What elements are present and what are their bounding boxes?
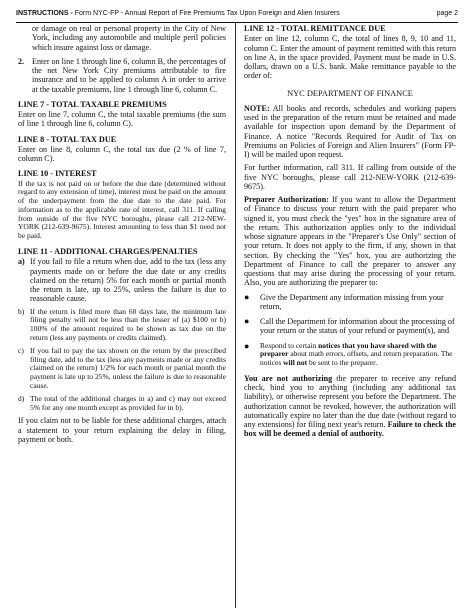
intro-paragraph: or damage on real or personal property in the City of New York, including any automobile and multiple peril policies which insure against loss or damage. [32, 24, 226, 52]
line8-heading: LINE 8 - TOTAL TAX DUE [18, 134, 117, 144]
line8-text: Enter on line 8, column C, the total tax due (2 % of line 7, column C). [18, 144, 226, 163]
right-column [244, 24, 456, 443]
penalty-a [18, 257, 226, 303]
page-header [16, 6, 458, 23]
bullet-3-bold: notices that you have shared with the preparer [260, 340, 437, 359]
bullet-2-text: Call the Department for information about the processing of your return or the status of your refund or payment(s), and [260, 317, 455, 336]
penalty-c [18, 347, 226, 391]
line12-text: Enter on line 12, column C, the total of lines 8, 9, 10 and 11, column C. Enter the amount of payment remitted with this return on line A, in the space provided. Payment must be made in U.S. dollars, drawn on a U.S. bank. Make remittance payable to the order of: [244, 34, 456, 81]
line10-heading: LINE 10 - INTEREST [18, 169, 97, 179]
penalty-c-letter: c) [18, 345, 24, 355]
bullet-3-post: be sent to the preparer. [307, 358, 378, 368]
penalty-c-text: If you fail to pay the tax shown on the return by the prescribed filing date, add to the tax (less any payments made or any credits claimed on the return) 1/2% for each month or partial month the payment is late up to 25%, unless the failure is due to reasonable cause. [30, 345, 226, 390]
final-text: the preparer to receive any refund check, bind you to anything (including any additional tax liability), or otherwise represent you before the Department. The authorization cannot be revoked, however, the authorization will automatically expire no later than the due date (without regard to any extensions) for filing next year's return. [244, 373, 457, 430]
note-label: NOTE: [244, 103, 270, 113]
bullet-3-not: will not [283, 358, 308, 368]
bullet-1-text: Give the Department any information missing from your return, [260, 292, 444, 311]
penalty-b-letter: b) [18, 306, 25, 316]
column-divider [235, 22, 236, 608]
final-paragraph [244, 374, 456, 439]
penalty-b [18, 308, 226, 343]
info-paragraph: For further information, call 311. If calling from outside of the five NYC boroughs, please call 212-NEW-YORK (212-639-9675). [244, 163, 456, 191]
note-text: All books and records, schedules and working papers used in the preparation of the return must be retained and made available for inspection upon demand by the Department of Finance. A notice "Records Required for Audit of Tax on Premiums on Policies of Foreign and Alien Insurers" (Form FP-I) will be mailed upon request. [244, 103, 456, 159]
item-2 [18, 57, 226, 94]
line7-heading: LINE 7 - TOTAL TAXABLE PREMIUMS [18, 99, 167, 109]
page-number: page 2 [436, 9, 458, 17]
line10-text: If the tax is not paid on or before the due date (determined without regard to any extension of time), interest must be paid on the amount of the underpayment from the due date to the date paid. For information as to the applicable rate of interest, call 311. If calling from outside of the five NYC boroughs, please call 212-NEW-YORK (212-639-9675). Interest amounting to less than $1 need not be paid. [18, 178, 226, 241]
bullet-item-2 [244, 317, 456, 336]
authorization-paragraph [244, 195, 456, 288]
item-2-number: 2. [18, 56, 25, 66]
item-2-text: Enter on line 1 through line 6, column B, the percentages of the net New York City premiums attributable to fire insurance and to be applied to column A in order to arrive at the taxable premiums, line 1 through line 6, column C. [32, 56, 226, 94]
penalty-b-text: If the return is filed more than 60 days late, the minimum late filing penalty will not be less than the lesser of (a) $100 or b) 100% of the amount required to be shown as tax due on the return (less any payments or credits claimed). [30, 306, 226, 342]
final-bold-1: You are not authorizing [244, 373, 333, 383]
bullet-3-text [260, 342, 456, 368]
authorization-label: Preparer Authorization: [244, 195, 329, 204]
closing-paragraph: If you claim not to be liable for these additional charges, attach a statement to your return explaining the delay in filing, payment or both. [18, 416, 226, 444]
penalty-a-letter: a) [18, 257, 25, 267]
bullet-3-pre: Respond to certain [260, 340, 319, 350]
line11-heading: LINE 11 - ADDITIONAL CHARGES/PENALTIES [18, 247, 198, 257]
final-bold-2: Failure to check the box will be deemed a denial of authority. [244, 420, 456, 439]
bullet-item-3 [244, 342, 456, 368]
bullet-icon: ● [244, 291, 250, 302]
header-title-line [16, 10, 340, 17]
authorization-text: If you want to allow the Department of Finance to discuss your return with the paid preparer who signed it, you must check the "yes" box in the signature area of the return. This authorization applies only to the individual whose signature appears in the "Preparer's Use Only" section of your return. It does not apply to the firm, if any, shown in that section. By checking the "Yes" box, you are authorizing the Department of Finance to call the preparer to answer any questions that may arise during the processing of your return. Also, you are authorizing the preparer to: [244, 195, 456, 288]
bullet-3-mid: about math errors, offsets, and return preparation. The notices [260, 349, 453, 368]
penalty-d [18, 395, 226, 413]
penalty-d-letter: d) [18, 393, 25, 403]
note-paragraph [244, 104, 456, 160]
bullet-icon: ● [244, 340, 250, 351]
header-title: Form NYC-FP - Annual Report of Fire Premiums Tax Upon Foreign and Alien Insurers [74, 9, 340, 17]
penalty-a-text: If you fail to file a return when due, add to the tax (less any payments made on or before the due date or any credits claimed on the return) 5% for each month or partial month the return is late, up to 25%, unless the failure is due to reasonable cause. [30, 257, 226, 304]
penalty-d-text: The total of the additional charges in a) and c) may not exceed 5% for any one month except as provided for in b). [30, 393, 226, 412]
left-column [18, 24, 226, 448]
bullet-icon: ● [244, 316, 250, 326]
line12-heading: LINE 12 - TOTAL REMITTANCE DUE [244, 24, 386, 33]
bullet-item-1 [244, 293, 456, 312]
payee-name: NYC DEPARTMENT OF FINANCE [287, 88, 413, 98]
header-label: INSTRUCTIONS - [16, 9, 73, 17]
line7-text: Enter on line 7, column C, the total taxable premiums (the sum of line 1 through line 6, column C). [18, 110, 226, 129]
